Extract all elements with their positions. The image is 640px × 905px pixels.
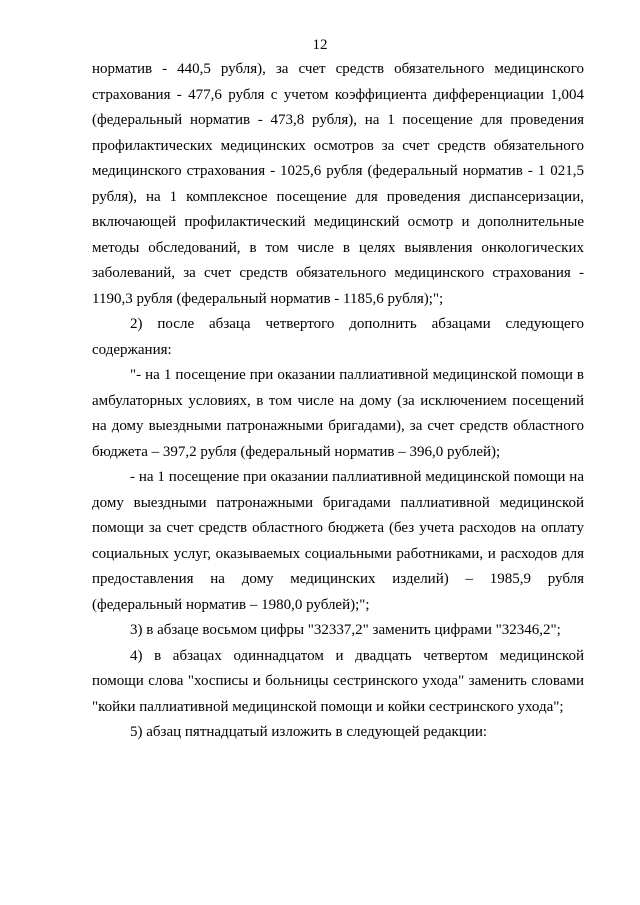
paragraph-quoted-palliative-home: - на 1 посещение при оказании паллиативной медицинской помощи на дому выездными патронажными бригадами паллиативной медицинской помощи за счет средств областного бюджета (без учета расходов на оплату социальных услуг, оказываемых социальными работниками, и расходов для предоставления на дому медицинских изделий) – 1985,9 рубля (федеральный норматив – 1980,0 рублей);"; [92,469,584,613]
page-number: 12 [312,37,328,53]
paragraph-item-2: 2) после абзаца четвертого дополнить абзацами следующего содержания: [92,316,584,358]
document-body [92,57,584,746]
paragraph-continuation: норматив - 440,5 рубля), за счет средств обязательного медицинского страхования - 477,6 рубля с учетом коэффициента дифференциации 1,004 (федеральный норматив - 473,8 рубля), на 1 посещение для проведения профилактических медицинских осмотров за счет средств обязательного медицинского страхования - 1025,6 рубля (федеральный норматив - 1 021,5 рубля), на 1 комплексное посещение для проведения диспансеризации, включающей профилактический медицинский осмотр и дополнительные методы обследований, в том числе в целях выявления онкологических заболеваний, за счет средств обязательного медицинского страхования - 1190,3 рубля (федеральный норматив - 1185,6 рубля);"; [92,61,584,307]
paragraph-item-5: 5) абзац пятнадцатый изложить в следующей редакции: [130,724,488,740]
paragraph-item-4: 4) в абзацах одиннадцатом и двадцать четвертом медицинской помощи слова "хосписы и больницы сестринского ухода" заменить словами "койки паллиативной медицинской помощи и койки сестринского ухода"; [92,647,584,715]
paragraph-item-3: 3) в абзаце восьмом цифры "32337,2" заменить цифрами "32346,2"; [130,622,561,638]
paragraph-quoted-palliative-ambulatory: "- на 1 посещение при оказании паллиативной медицинской помощи в амбулаторных условиях, в том числе на дому (за исключением посещений на дому выездными патронажными бригадами), за счет средств областного бюджета – 397,2 рубля (федеральный норматив – 396,0 рублей); [92,367,584,460]
